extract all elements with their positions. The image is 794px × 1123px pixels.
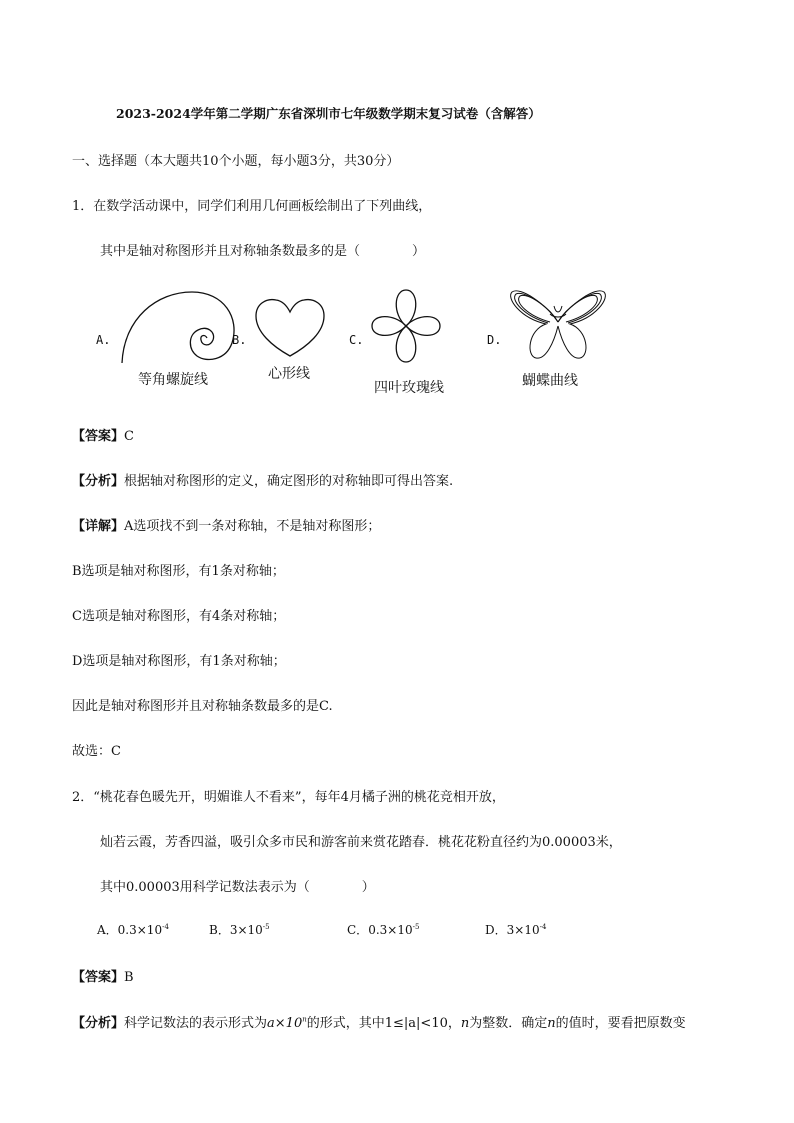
- analysis-text: ，: [447, 1016, 461, 1031]
- option-exp: -4: [162, 923, 169, 931]
- detail-line: 因此是轴对称图形并且对称轴条数最多的是C.: [72, 699, 333, 714]
- option-base: 3×10: [229, 923, 263, 937]
- q1-stem-line2: 其中是轴对称图形并且对称轴条数最多的是（ ）: [100, 244, 426, 259]
- analysis-text: 科学记数法的表示形式为: [124, 1016, 268, 1031]
- option-c-label: C.: [349, 333, 364, 347]
- q1-answer: [72, 425, 134, 444]
- option-base: 3×10: [506, 923, 540, 937]
- q2-stem-line3: 其中0.00003用科学记数法表示为（ ）: [100, 880, 375, 895]
- page-title: 2023-2024学年第二学期广东省深圳市七年级数学期末复习试卷（含解答）: [116, 106, 541, 121]
- option-label: B．: [209, 923, 230, 937]
- formula: a×10: [267, 1016, 303, 1031]
- q2-stem-line2: 灿若云霞，芳香四溢，吸引众多市民和游客前来赏花踏春．桃花花粉直径约为0.00003米，: [100, 835, 622, 850]
- q2-option-a: [97, 921, 169, 938]
- q1-analysis: [72, 470, 453, 489]
- detail-line: A选项找不到一条对称轴，不是轴对称图形；: [124, 519, 381, 534]
- q2-analysis: [72, 1012, 686, 1031]
- q2-answer: [72, 966, 134, 985]
- q2-option-b: [209, 921, 270, 938]
- analysis-text: 的形式，其中: [306, 1016, 385, 1031]
- detail-line: 故选：C: [72, 744, 121, 759]
- option-base: 0.3×10: [368, 923, 413, 937]
- variable-n: n: [547, 1016, 556, 1031]
- analysis-text: 的值时，要看把原数变: [555, 1016, 686, 1031]
- spiral-icon: [112, 288, 240, 366]
- analysis-text: 为整数．确定: [469, 1016, 548, 1031]
- answer-tag: 【答案】: [72, 429, 125, 444]
- variable-n: n: [460, 1016, 470, 1031]
- answer-value: B: [124, 970, 134, 985]
- option-d-caption: 蝴蝶曲线: [522, 373, 578, 389]
- option-exp: -4: [539, 923, 547, 931]
- q2-option-d: [485, 921, 546, 938]
- option-c-caption: 四叶玫瑰线: [374, 380, 444, 396]
- option-exp: -5: [262, 923, 270, 931]
- section-heading: 一、选择题（本大题共10个小题，每小题3分，共30分）: [72, 154, 400, 169]
- option-b-caption: 心形线: [268, 366, 310, 382]
- heart-icon: [252, 296, 328, 358]
- detail-tag: 【详解】: [72, 519, 125, 534]
- detail-line: D选项是轴对称图形，有1条对称轴；: [72, 654, 286, 669]
- option-d-label: D.: [487, 333, 502, 347]
- option-label: A．: [97, 923, 118, 937]
- option-label: C．: [347, 923, 369, 937]
- q1-stem-line1: 1．在数学活动课中，同学们利用几何画板绘制出了下列曲线，: [72, 199, 432, 214]
- butterfly-icon: [506, 284, 610, 364]
- q2-stem-line1: 2．“桃花春色暖先开，明媚谁人不看来”，每年4月橘子洲的桃花竞相开放，: [72, 790, 505, 805]
- option-b-label: B.: [232, 333, 247, 347]
- range-formula: 1≤|a|<10: [384, 1016, 448, 1031]
- formula-exp: n: [302, 1015, 307, 1024]
- q1-detail: [72, 515, 380, 534]
- analysis-tag: 【分析】: [72, 1016, 125, 1031]
- option-a-label: A.: [96, 333, 111, 347]
- option-label: D．: [485, 923, 507, 937]
- four-leaf-rose-icon: [368, 286, 444, 366]
- answer-value: C: [124, 429, 134, 444]
- detail-line: C选项是轴对称图形，有4条对称轴；: [72, 609, 286, 624]
- q2-option-c: [347, 921, 419, 938]
- analysis-tag: 【分析】: [72, 474, 125, 489]
- answer-tag: 【答案】: [72, 970, 125, 985]
- option-a-caption: 等角螺旋线: [138, 372, 208, 388]
- option-exp: -5: [412, 923, 420, 931]
- analysis-text: 根据轴对称图形的定义，确定图形的对称轴即可得出答案.: [124, 474, 454, 489]
- option-base: 0.3×10: [117, 923, 163, 937]
- detail-line: B选项是轴对称图形，有1条对称轴；: [72, 564, 285, 579]
